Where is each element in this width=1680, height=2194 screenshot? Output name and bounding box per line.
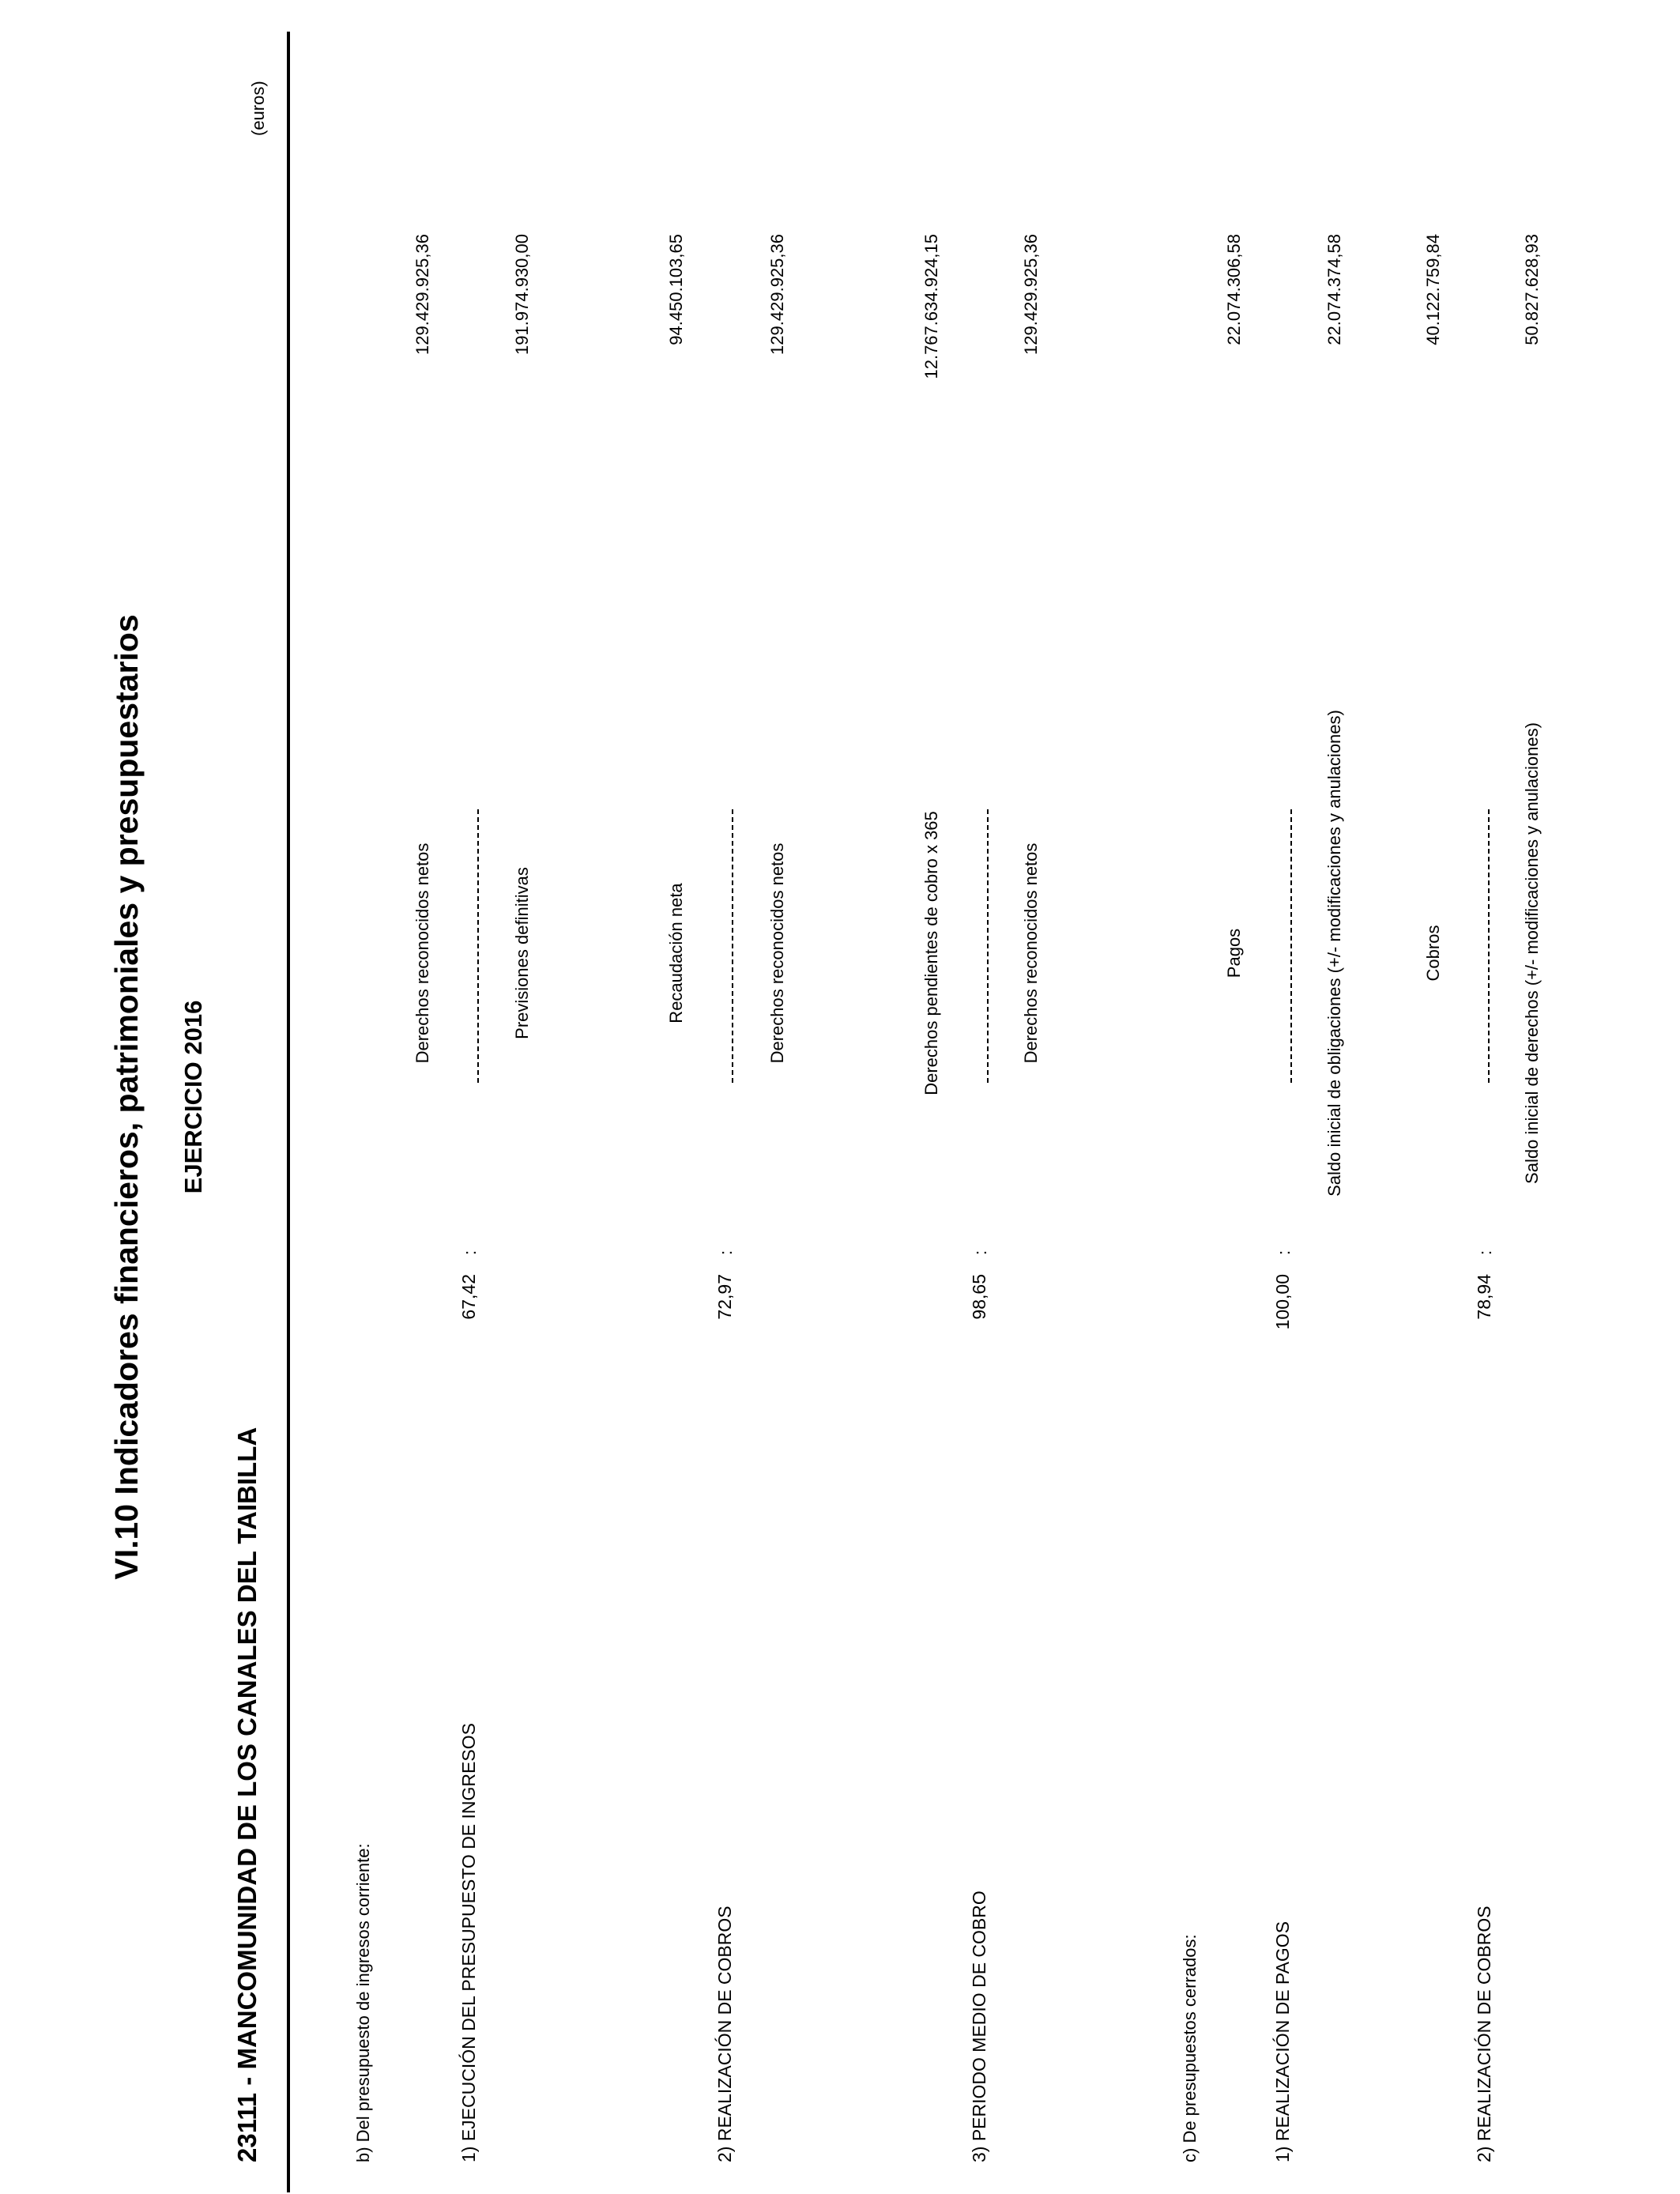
numerator-label: Derechos reconocidos netos [412,843,432,1064]
denominator-value: 129.429.925,36 [1021,234,1041,355]
numerator-value: 40.122.759,84 [1423,234,1443,345]
numerator-label: Cobros [1423,925,1443,982]
entity-name: 23111 - MANCOMUNIDAD DE LOS CANALES DEL TAIBILLA [232,1427,262,2162]
fiscal-year-label: EJERCICIO 2016 [179,1000,207,1194]
numerator-value: 12.767.634.924,15 [921,234,941,379]
denominator-value: 50.827.628,93 [1522,234,1542,345]
header-rule [287,32,290,2192]
numerator-value: 129.429.925,36 [412,234,432,355]
indicator-percent: 98,65 [969,1274,989,1320]
denominator-label: Saldo inicial de derechos (+/- modificaciones y anulaciones) [1522,722,1542,1184]
denominator-label: Previsiones definitivas [512,867,532,1039]
fraction-divider [1290,809,1292,1083]
numerator-label: Derechos pendientes de cobro x 365 [921,811,941,1095]
denominator-label: Saldo inicial de obligaciones (+/- modificaciones y anulaciones) [1324,710,1344,1197]
indicator-percent: 72,97 [714,1274,735,1320]
indicator-label: 3) PERIODO MEDIO DE COBRO [969,1891,989,2162]
indicator-colon: : [1475,1250,1495,1255]
fraction-divider [987,809,989,1083]
section-c-heading: c) De presupuestos cerrados: [1180,1934,1200,2162]
numerator-value: 22.074.306,58 [1224,234,1244,345]
denominator-label: Derechos reconocidos netos [767,843,787,1064]
fraction-divider [1488,809,1490,1083]
indicator-percent: 78,94 [1474,1274,1494,1320]
indicator-label: 2) REALIZACIÓN DE COBROS [1474,1906,1494,2162]
indicator-colon: : [716,1250,736,1255]
indicator-label: 2) REALIZACIÓN DE COBROS [714,1906,735,2162]
indicator-percent: 67,42 [458,1274,479,1320]
indicator-colon: : [460,1250,480,1255]
denominator-label: Derechos reconocidos netos [1021,843,1041,1064]
indicator-colon: : [970,1250,990,1255]
fraction-divider [477,809,479,1083]
currency-unit-label: (euros) [248,81,268,136]
denominator-value: 129.429.925,36 [767,234,787,355]
numerator-value: 94.450.103,65 [666,234,686,345]
denominator-value: 191.974.930,00 [512,234,532,355]
indicator-percent: 100,00 [1272,1274,1293,1330]
denominator-value: 22.074.374,58 [1324,234,1344,345]
numerator-label: Recaudación neta [666,883,686,1023]
indicator-colon: : [1274,1250,1294,1255]
indicator-label: 1) REALIZACIÓN DE PAGOS [1272,1921,1293,2162]
indicator-label: 1) EJECUCIÓN DEL PRESUPUESTO DE INGRESOS [458,1723,479,2162]
report-title: VI.10 Indicadores financieros, patrimoniales y presupuestarios [108,614,145,1580]
fraction-divider [732,809,733,1083]
numerator-label: Pagos [1224,928,1244,978]
section-b-heading: b) Del presupuesto de ingresos corriente: [353,1843,373,2162]
